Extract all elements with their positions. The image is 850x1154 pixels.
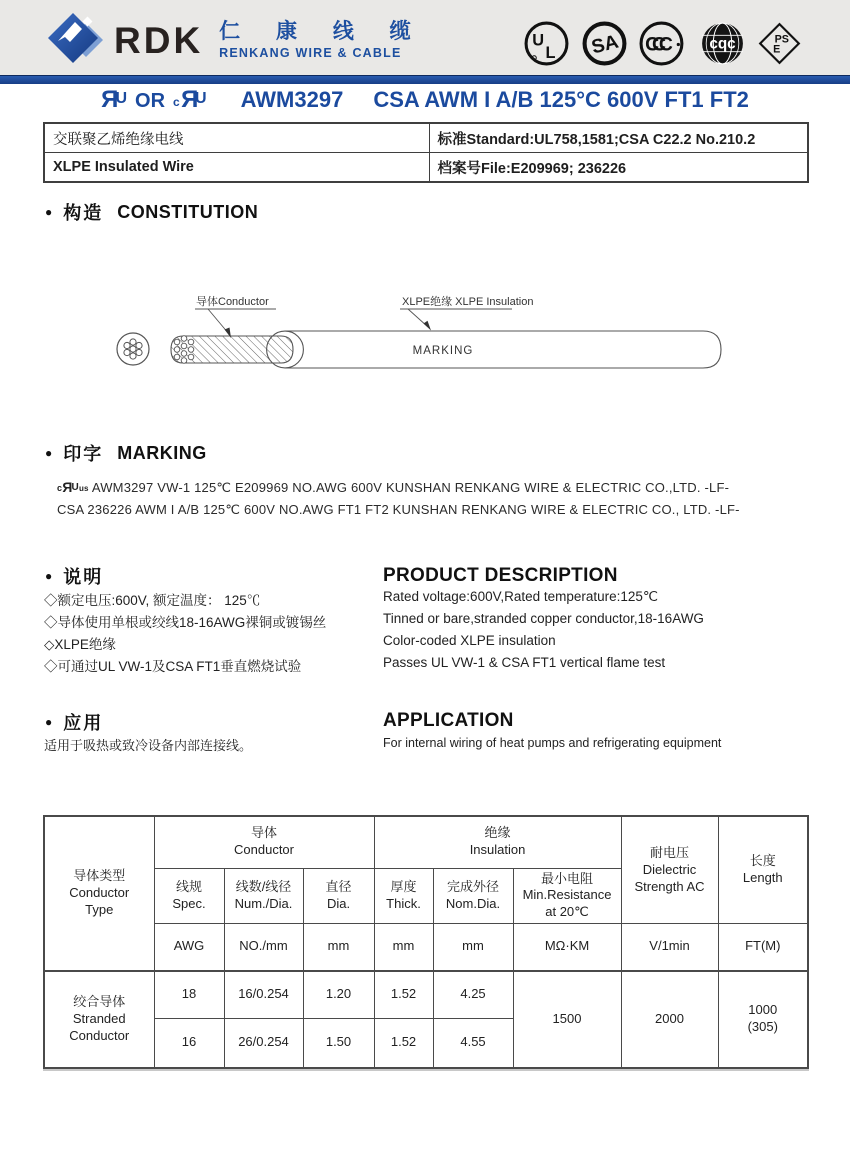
product-description-heading: PRODUCT DESCRIPTION	[383, 565, 618, 586]
wire-construction-diagram	[0, 285, 850, 403]
marking-label: MARKING	[412, 345, 474, 357]
logo-chinese-name: 仁 康 线 缆	[219, 20, 426, 44]
nomdia-value: 4.55	[433, 1019, 513, 1068]
marking-line-2: CSA 236226 AWM I A/B 125℃ 600V NO.AWG FT1 FT2 KUNSHAN RENKANG WIRE & ELECTRIC CO., LTD. -LF-	[57, 502, 740, 517]
bullet-icon: ●	[45, 715, 53, 729]
marking-line-1: cRUus AWM3297 VW-1 125℃ E209969 NO.AWG 600V KUNSHAN RENKANG WIRE & ELECTRIC CO.,LTD. -LF-	[57, 479, 730, 495]
awg-value: 18	[154, 971, 224, 1019]
dielectric-strength-header: 耐电压 Dielectric Strength AC	[621, 816, 718, 924]
bullet-icon: ●	[45, 446, 53, 460]
rdk-diamond-logo-icon	[48, 11, 104, 65]
title-or-text: OR	[135, 90, 166, 112]
description-item-cn: ◇额定电压:600V, 额定温度： 125℃	[44, 593, 261, 608]
logo-brand-text: RDK	[114, 19, 204, 61]
dielectric-value: 2000	[621, 971, 718, 1068]
certification-logos	[523, 20, 801, 67]
specification-table	[43, 815, 809, 1069]
unit-cell: mm	[374, 924, 433, 971]
header-band	[0, 0, 850, 75]
conductor-group-header: 导体 Conductor	[154, 816, 374, 868]
csa-cert-icon	[581, 20, 628, 67]
ul-recognized-mark-icon: RU	[101, 86, 128, 113]
description-item-en: Rated voltage:600V,Rated temperature:125℃	[383, 589, 659, 604]
conductor-type-header: 导体类型 Conductor Type	[44, 816, 154, 971]
title-model-number: AWM3297	[240, 87, 344, 112]
logo-english-name: RENKANG WIRE & CABLE	[219, 45, 402, 60]
cul-us-mark-icon: cRUus	[57, 479, 89, 495]
product-name-cn-cell: 交联聚乙烯绝缘电线	[44, 123, 429, 153]
svg-text:SA: SA	[589, 30, 621, 59]
wire-side-view	[171, 331, 721, 368]
thick-value: 1.52	[374, 971, 433, 1019]
spec-subheader: 线规 Spec.	[154, 868, 224, 924]
description-item-cn: ◇可通过UL VW-1及CSA FT1垂直燃烧试验	[44, 659, 302, 674]
description-item-cn: ◇导体使用单根或绞线18-16AWG裸铜或镀锡丝	[44, 615, 327, 630]
insulation-label: XLPE绝缘 XLPE Insulation	[402, 296, 534, 308]
ul-cert-icon	[523, 20, 570, 67]
insulation-group-header: 绝缘 Insulation	[374, 816, 621, 868]
stranded-conductor-cell: 绞合导体 Stranded Conductor	[44, 971, 154, 1068]
bullet-icon: ●	[45, 205, 53, 219]
dia-value: 1.50	[303, 1019, 374, 1068]
svg-text:U: U	[532, 31, 544, 50]
length-header: 长度 Length	[718, 816, 808, 924]
svg-text:cqc: cqc	[709, 35, 736, 53]
nomdia-subheader: 完成外径 Nom.Dia.	[433, 868, 513, 924]
numdia-subheader: 线数/线径 Num./Dia.	[224, 868, 303, 924]
thick-subheader: 厚度 Thick.	[374, 868, 433, 924]
unit-cell: FT(M)	[718, 924, 808, 971]
description-heading-cn: ● 说明	[45, 567, 104, 587]
title-rating-spec: CSA AWM I A/B 125°C 600V FT1 FT2	[373, 87, 749, 112]
dia-subheader: 直径 Dia.	[303, 868, 374, 924]
product-name-en-cell: XLPE Insulated Wire	[44, 153, 429, 183]
awg-value: 16	[154, 1019, 224, 1068]
dia-value: 1.20	[303, 971, 374, 1019]
description-item-cn: ◇XLPE绝缘	[44, 637, 116, 652]
length-value: 1000 (305)	[718, 971, 808, 1068]
numdia-value: 26/0.254	[224, 1019, 303, 1068]
unit-cell: mm	[433, 924, 513, 971]
unit-cell: NO./mm	[224, 924, 303, 971]
conductor-label: 导体Conductor	[196, 296, 269, 308]
marking-heading: ● 印字 MARKING	[45, 442, 207, 464]
svg-text:CCC: CCC	[645, 33, 666, 56]
product-title	[0, 86, 850, 114]
description-item-en: Tinned or bare,stranded copper conductor,18-16AWG	[383, 611, 704, 626]
description-item-en: Passes UL VW-1 & CSA FT1 vertical flame test	[383, 655, 666, 670]
pse-cert-icon	[758, 22, 801, 65]
svg-text:PS: PS	[774, 33, 789, 46]
application-heading-en: APPLICATION	[383, 710, 514, 731]
unit-cell: V/1min	[621, 924, 718, 971]
bullet-icon: ●	[45, 569, 53, 583]
application-text-en: For internal wiring of heat pumps and refrigerating equipment	[383, 736, 722, 750]
constitution-heading: ● 构造 CONSTITUTION	[45, 201, 259, 223]
cqc-cert-icon	[698, 20, 747, 67]
wire-cross-section	[117, 333, 149, 365]
description-item-en: Color-coded XLPE insulation	[383, 633, 556, 648]
min-resistance-value: 1500	[513, 971, 621, 1068]
svg-text:E: E	[773, 43, 781, 56]
unit-cell: AWG	[154, 924, 224, 971]
product-info-table	[43, 122, 809, 183]
standard-cell: 标准Standard:UL758,1581;CSA C22.2 No.210.2	[429, 123, 808, 153]
ccc-cert-icon	[639, 20, 687, 67]
thick-value: 1.52	[374, 1019, 433, 1068]
nomdia-value: 4.25	[433, 971, 513, 1019]
minres-subheader: 最小电阻 Min.Resistance at 20℃	[513, 868, 621, 924]
application-heading-cn: ● 应用	[45, 713, 104, 733]
cul-recognized-mark-icon: cRU	[173, 86, 207, 113]
unit-cell: mm	[303, 924, 374, 971]
svg-text:L: L	[545, 43, 556, 62]
header-divider-bar	[0, 75, 850, 84]
numdia-value: 16/0.254	[224, 971, 303, 1019]
company-logo	[48, 11, 426, 65]
unit-cell: MΩ·KM	[513, 924, 621, 971]
application-text-cn: 适用于吸热或致冷设备内部连接线。	[44, 738, 253, 753]
file-number-cell: 档案号File:E209969; 236226	[429, 153, 808, 183]
